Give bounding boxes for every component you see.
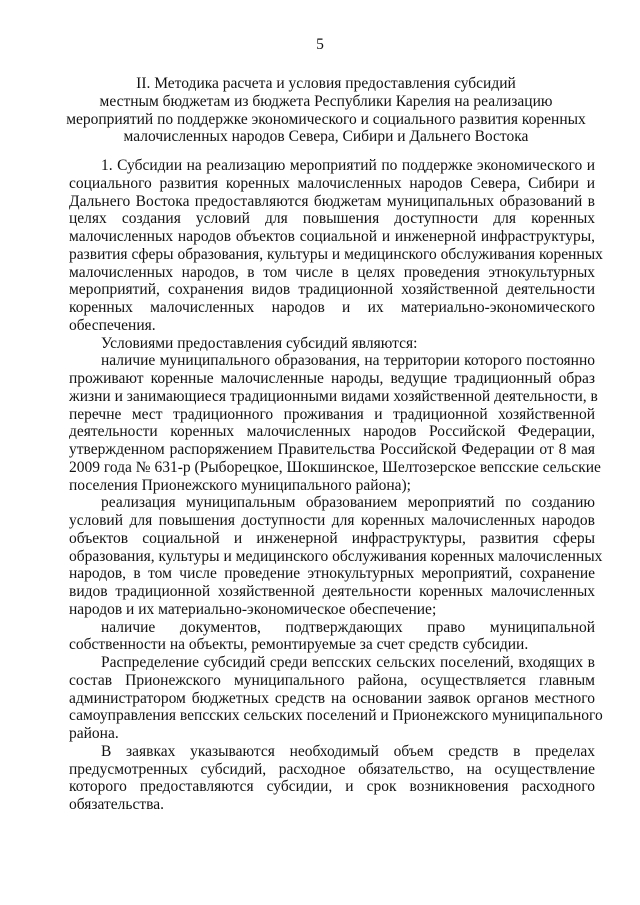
heading-line: малочисленных народов Севера, Сибири и Дальнего Востока — [123, 128, 529, 146]
paragraph-line: народов, в том числе проведение этнокультурных мероприятий, сохранение — [69, 565, 595, 583]
paragraph-line: образования, культуры и медицинского обслуживания коренных малочисленных — [69, 547, 603, 565]
paragraph-line: перечне мест традиционного проживания и традиционной хозяйственной — [69, 405, 595, 423]
paragraph-line: коренных малочисленных народов и их материально-экономического — [69, 299, 595, 316]
paragraph-line: администратором бюджетных средств на основании заявок органов местного — [69, 689, 595, 707]
paragraph-line: обязательства. — [69, 796, 164, 813]
paragraph — [69, 743, 595, 814]
page-number: 5 — [316, 36, 324, 53]
paragraph-line: Распределение субсидий среди вепсских сельских поселений, входящих в — [101, 654, 595, 671]
heading-line: мероприятий по поддержке экономического и социального развития коренных — [66, 110, 586, 128]
paragraph — [69, 352, 601, 494]
paragraph-line: объектов социальной и инженерной инфраструктуры, развития сферы — [69, 529, 595, 547]
paragraph-line: развития сферы образования, культуры и медицинского обслуживания коренных — [69, 245, 603, 263]
paragraph-line: деятельности коренных малочисленных народов Российской Федерации, — [69, 423, 595, 441]
section-heading — [64, 75, 588, 146]
paragraph-line: реализация муниципальным образованием мероприятий по созданию — [101, 494, 595, 512]
paragraph-line: малочисленных народов, в том числе в целях проведения этнокультурных — [69, 263, 595, 281]
paragraph — [69, 335, 595, 353]
paragraph-line: 1. Субсидии на реализацию мероприятий по поддержке экономического и — [101, 157, 595, 174]
paragraph-line: жизни и занимающиеся традиционными видами хозяйственной деятельности, в — [69, 387, 598, 405]
paragraph-line: мероприятий, сохранения видов традиционной хозяйственной деятельности — [69, 281, 595, 299]
heading-line: II. Методика расчета и условия предоставления субсидий — [136, 75, 516, 92]
paragraph — [69, 157, 603, 335]
paragraph-line: проживают коренные малочисленные народы, ведущие традиционный образ — [69, 370, 595, 387]
paragraph-line: собственности на объекты, ремонтируемые за счет средств субсидии. — [69, 636, 529, 654]
paragraph-line: наличие документов, подтверждающих право муниципальной — [101, 618, 595, 636]
paragraph-line: самоуправления вепсских сельских поселений и Прионежского муниципального — [69, 707, 603, 725]
paragraph-line: состав Прионежского муниципального района, осуществляется главным — [69, 671, 595, 689]
paragraph-line: наличие муниципального образования, на территории которого постоянно — [101, 352, 595, 370]
paragraph-line: малочисленных народов объектов социальной и инженерной инфраструктуры, — [69, 228, 595, 245]
body-text — [69, 157, 603, 814]
paragraph — [69, 494, 603, 618]
paragraph-line: обеспечения. — [69, 316, 156, 334]
paragraph-line: Условиями предоставления субсидий являются: — [101, 334, 418, 352]
paragraph-line: района. — [69, 725, 119, 742]
paragraph-line: которого предоставляются субсидии, и срок возникновения расходного — [69, 778, 595, 796]
paragraph-line: социального развития коренных малочисленных народов Севера, Сибири и — [69, 174, 595, 192]
paragraph-line: В заявках указываются необходимый объем средств в пределах — [101, 742, 595, 760]
paragraph-line: 2009 года № 631-р (Рыборецкое, Шокшинское, Шелтозерское вепсские сельские — [69, 458, 601, 476]
paragraph — [69, 619, 595, 655]
paragraph-line: условий для повышения доступности для коренных малочисленных народов — [69, 512, 595, 529]
paragraph — [69, 654, 603, 743]
paragraph-line: целях создания условий для повышения доступности для коренных — [69, 210, 595, 228]
paragraph-line: предусмотренных субсидий, расходное обязательство, на осуществление — [69, 760, 595, 778]
paragraph-line: видов традиционной хозяйственной деятельности коренных малочисленных — [69, 583, 595, 600]
paragraph-line: утвержденном распоряжением Правительства Российской Федерации от 8 мая — [69, 441, 595, 458]
paragraph-line: народов и их материально-экономическое обеспечение; — [69, 600, 437, 618]
paragraph-line: поселения Прионежского муниципального района); — [69, 476, 411, 494]
paragraph-line: Дальнего Востока предоставляются бюджетам муниципальных образований в — [69, 192, 595, 210]
heading-line: местным бюджетам из бюджета Республики Карелия на реализацию — [99, 92, 553, 110]
